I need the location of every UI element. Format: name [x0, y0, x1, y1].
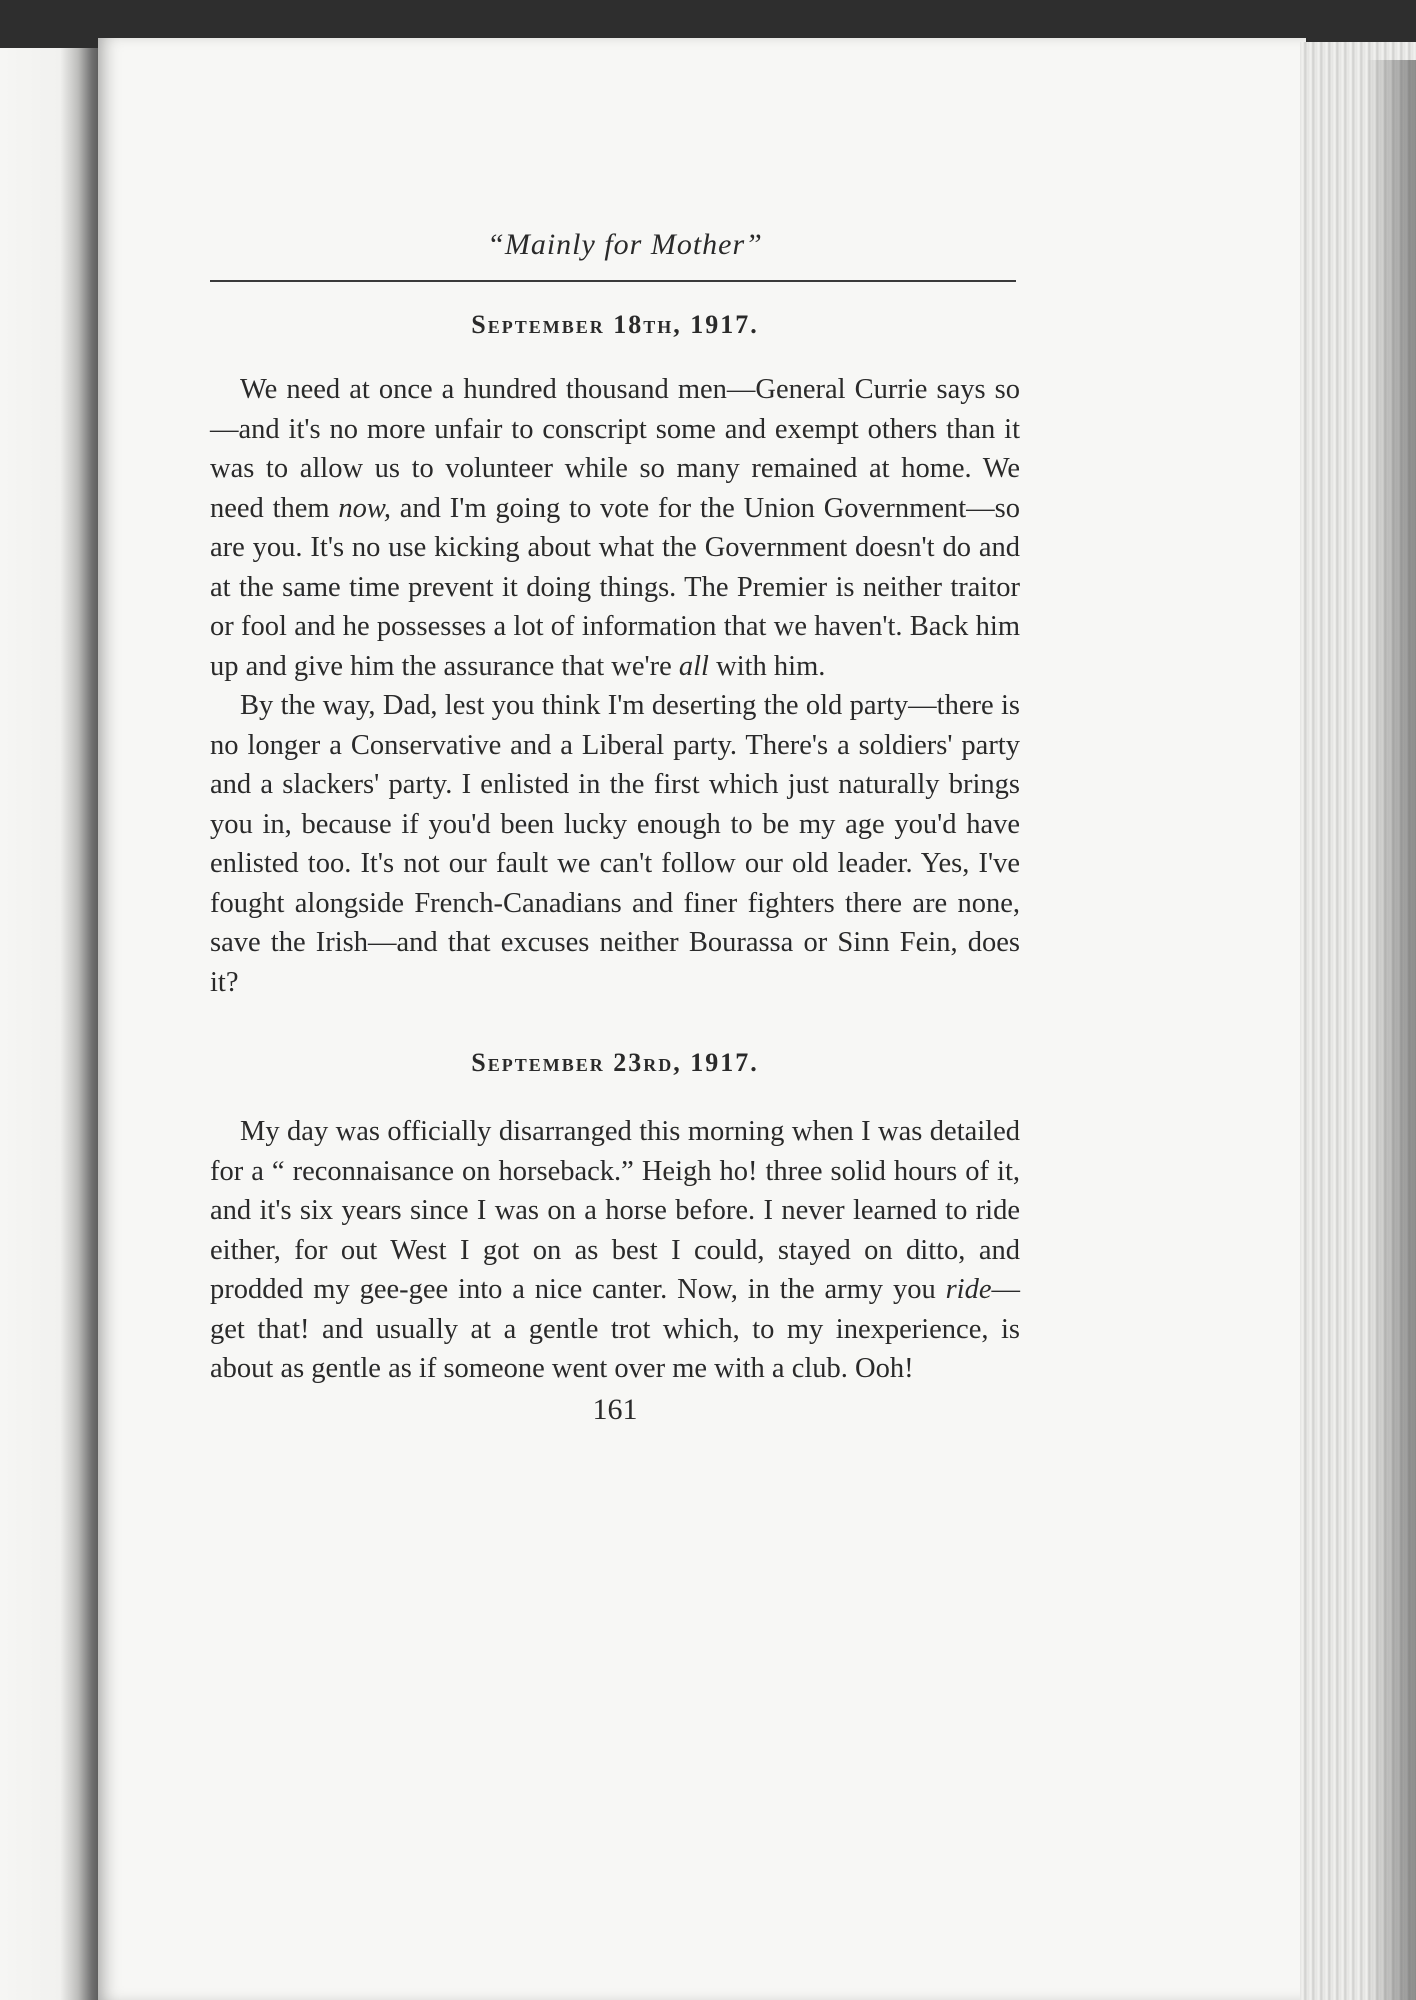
text-segment: By the way, Dad, lest you think I'm deserting the old party—there is no longer a Conservative and a Liberal party. There's a soldiers' party and a slackers' party. I enlisted in the first which just naturally brings you in, because if you'd been lucky enough to be my age you'd have enlisted too. It's not our fault we can't follow our old leader. Yes, I've fought alongside French-Canadians and finer fighters there are none, save the Irish—and that excuses neither Bourassa or Sinn Fein, does it? — [210, 690, 1020, 998]
entry-paragraph — [210, 1112, 1020, 1389]
text-segment: —get that! and usually at a gentle trot which, to my inexperience, is about as gentle as if someone went over me with a club. Ooh! — [210, 1274, 1020, 1384]
left-page-edge — [0, 48, 100, 2000]
page-stack-shadow — [1366, 60, 1416, 2000]
text-segment: with him. — [708, 650, 826, 682]
entry-paragraph — [210, 370, 1020, 686]
text-segment: My day was officially disarranged this morning when I was detailed for a “ reconnaisance on horseback.” Heigh ho! three solid hours of it, and it's six years since I was on a horse before. I never learned to ride either, for out West I got on as best I could, stayed on ditto, and prodded my gee-gee into a nice canter. Now, in the army you — [210, 1116, 1020, 1305]
entry-date-heading: September 18th, 1917. — [471, 310, 759, 339]
text-segment: We need at once a hundred thousand men—General Currie says so—and it's no more unfair to conscript some and exempt others than it was to allow us to volunteer while so many remained at home. We need them — [210, 374, 1020, 524]
text-segment: and I'm going to vote for the Union Government—so are you. It's no use kicking about what the Government doesn't do and at the same time prevent it doing things. The Premier is neither traitor or fool and he possesses a lot of information that we haven't. Back him up and give him the assurance that we're — [210, 492, 1020, 682]
entry-date-heading: September 23rd, 1917. — [471, 1048, 759, 1077]
running-head: “Mainly for Mother” — [487, 228, 763, 261]
head-rule — [210, 280, 1016, 282]
italic-segment: all — [678, 650, 709, 682]
italic-segment: now, — [338, 492, 391, 524]
page-number: 161 — [592, 1392, 638, 1426]
page-text-block — [210, 228, 1020, 1427]
entry-paragraph — [210, 686, 1020, 1002]
italic-segment: ride — [945, 1274, 992, 1305]
